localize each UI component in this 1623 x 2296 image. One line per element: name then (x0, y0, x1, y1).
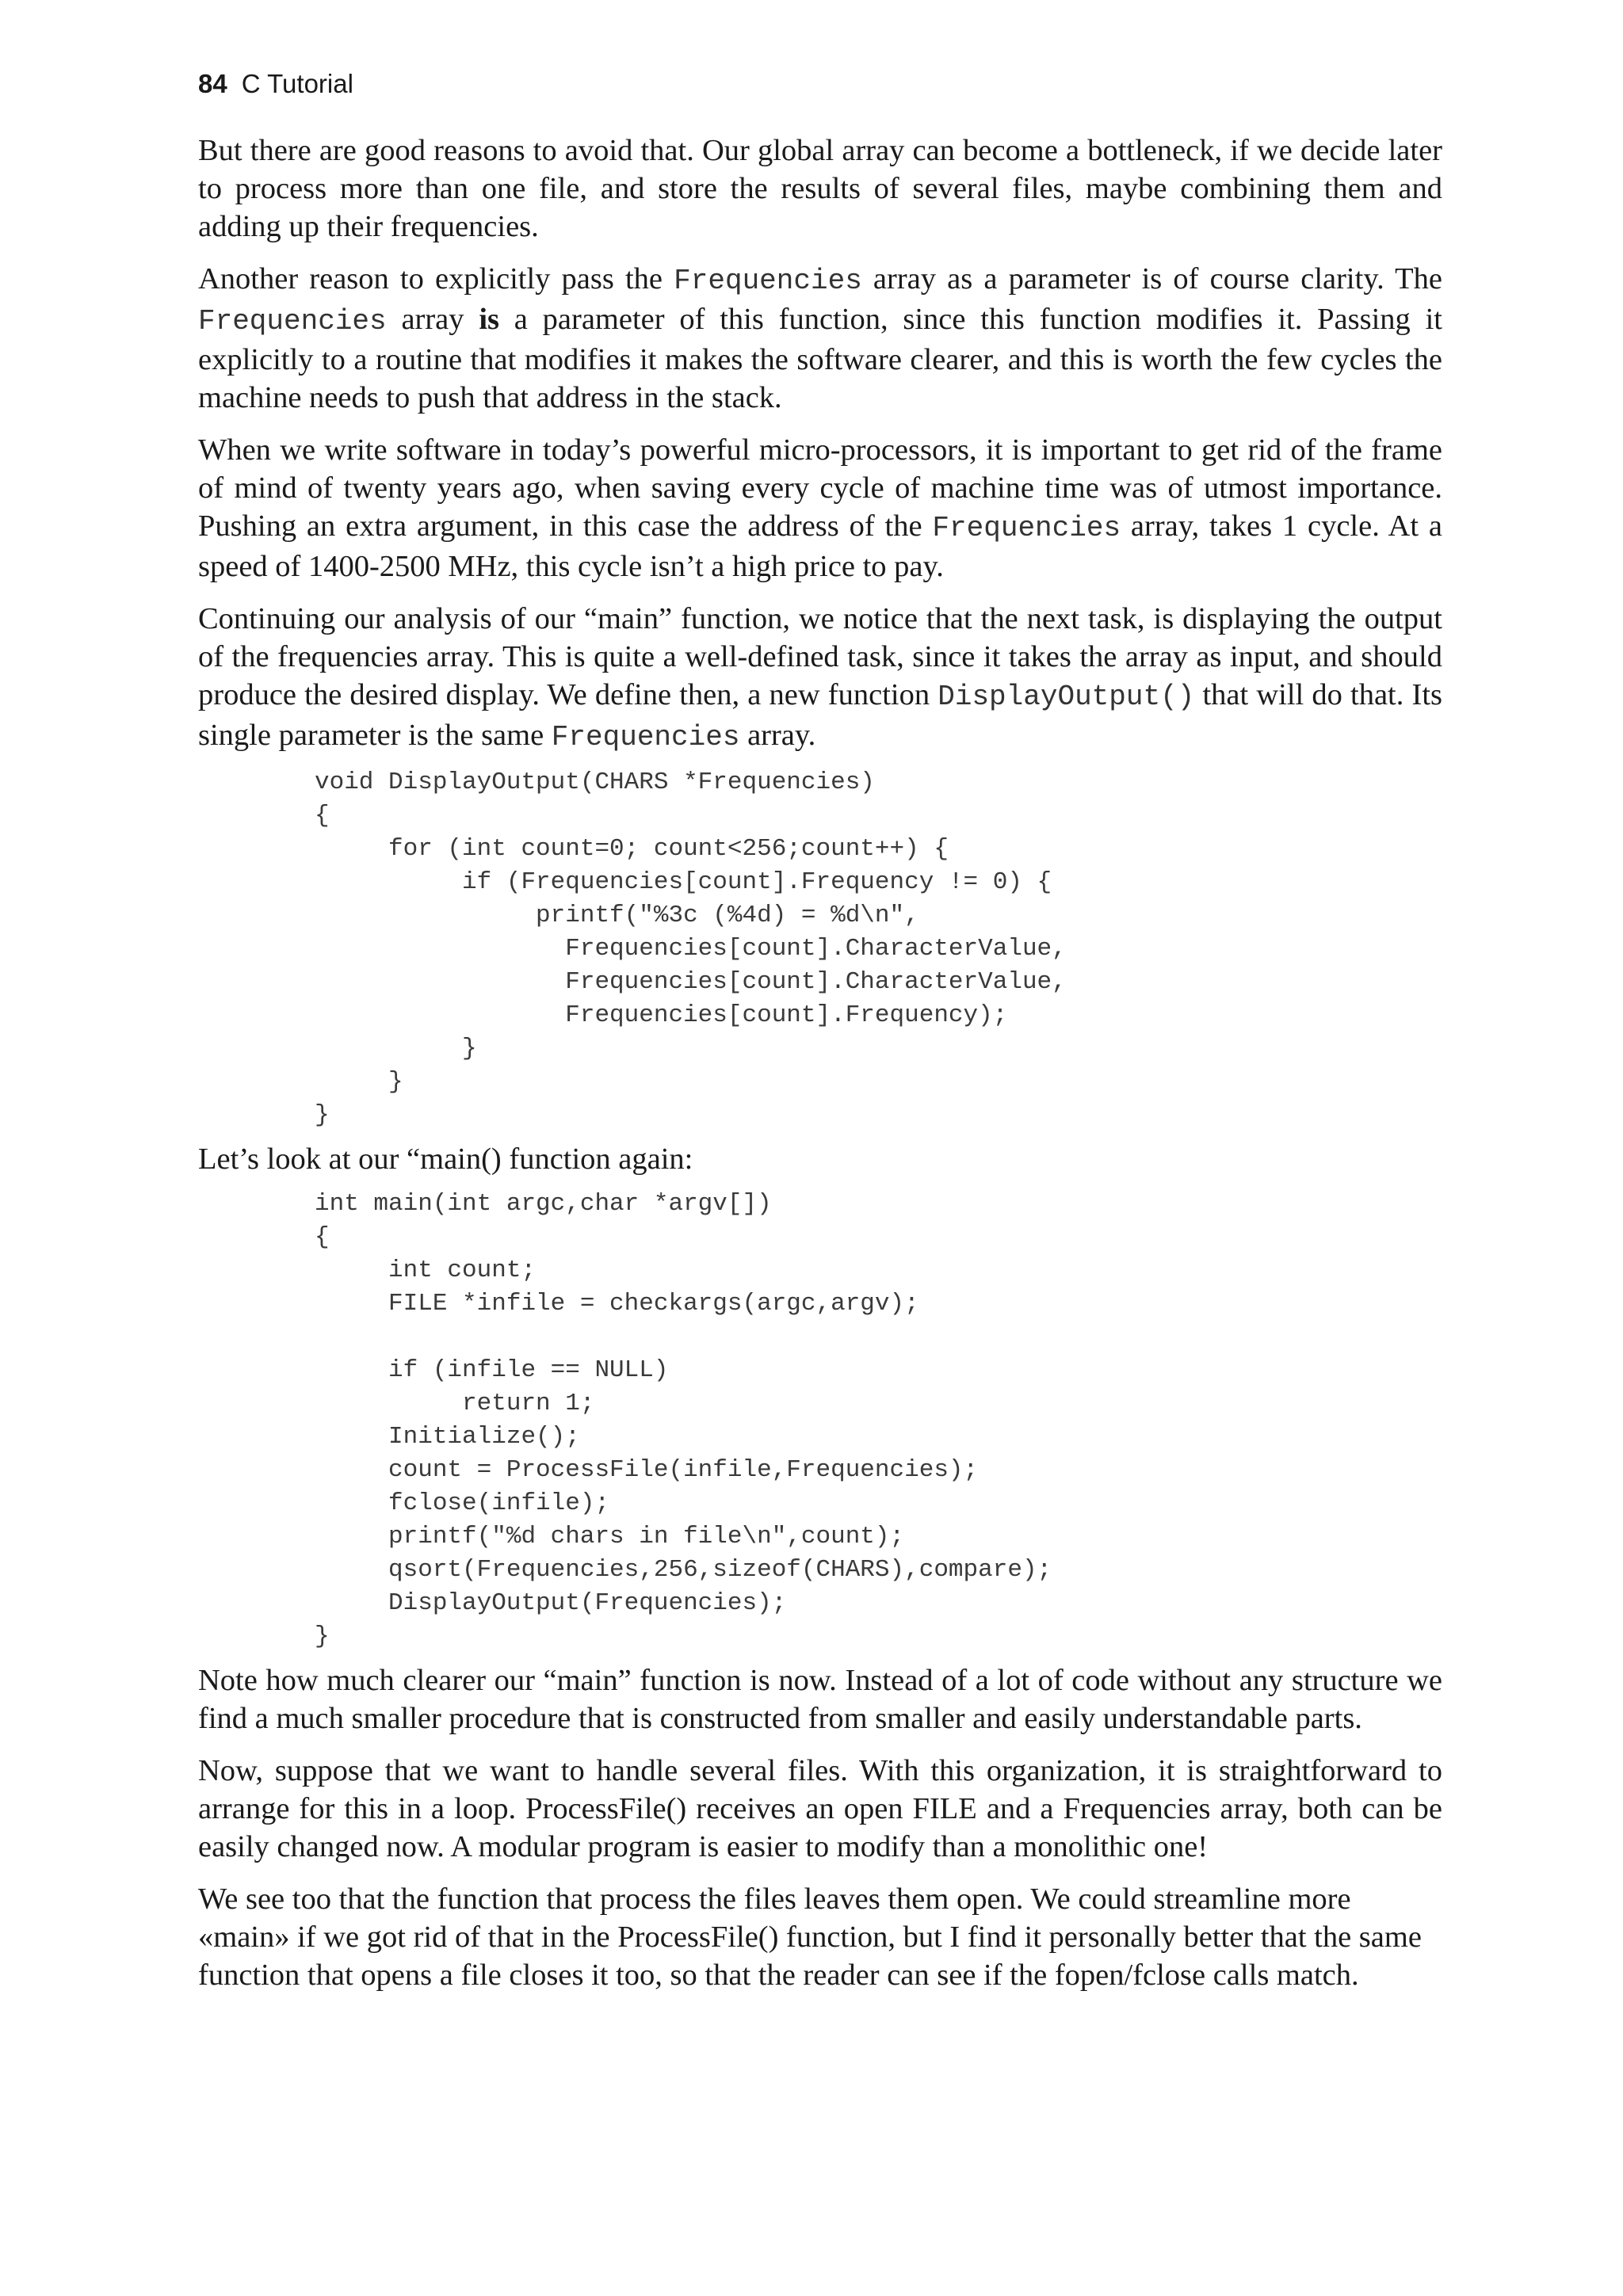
paragraph-clearer-main: Note how much clearer our “main” function is now. Instead of a lot of code without any structure we find a much smaller procedure that is constructed from smaller and easily understandable parts. (198, 1664, 1442, 1735)
text-run: Another reason to explicitly pass the (198, 262, 674, 296)
running-title: C Tutorial (241, 69, 353, 98)
paragraph-display-output (198, 600, 1442, 757)
running-header (198, 68, 1442, 100)
paragraph-clarity (198, 260, 1442, 417)
text-run: When we write software in today’s powerful micro-processors, it is important to get rid of the frame of mind of twenty years ago, when saving every cycle of machine time was of utmost importance. Pushing an extra argument, in this case the address of the (198, 433, 1442, 543)
text-run: array. (739, 719, 816, 752)
text-run: that will do that. Its single parameter is the same (198, 678, 1442, 752)
page-number: 84 (198, 69, 227, 98)
text-run: array (386, 303, 479, 336)
text-run: a parameter of this function, since this function modifies it. Passing it explicitly to a routine that modifies it makes the software clearer, and this is worth the few cycles the machine needs to push that address in the stack. (198, 303, 1442, 414)
inline-code: DisplayOutput() (938, 681, 1195, 713)
code-block-display-output: void DisplayOutput(CHARS *Frequencies) { for (int count=0; count<256;count++) { if (Frequencies[count].Frequency != 0) { printf("%3c (%4d) = %d\n", Frequencies[count].CharacterValue, Frequencies[count].CharacterValue, Frequencies[count].Frequency); } } } (315, 769, 1067, 1129)
paragraph-main-again: Let’s look at our “main() function again: (198, 1142, 693, 1176)
text-run: array as a parameter is of course clarity. The (861, 262, 1442, 296)
inline-code: Frequencies (932, 512, 1121, 544)
bold-emphasis: is (479, 303, 499, 336)
paragraph-global-array: But there are good reasons to avoid that. Our global array can become a bottleneck, if we decide later to process more than one file, and store the results of several files, maybe combining them and adding up their frequencies. (198, 134, 1442, 243)
code-block-main-function: int main(int argc,char *argv[]) { int count; FILE *infile = checkargs(argc,argv); if (infile == NULL) return 1; Initialize(); count = ProcessFile(infile,Frequencies); fclose(infile); printf("%d chars in file\n",count); qsort(Frequencies,256,sizeof(CHARS),compare); DisplayOutput(Frequencies); } (315, 1190, 1052, 1650)
text-run: array, takes 1 cycle. At a speed of 1400-2500 MHz, this cycle isn’t a high price to pay. (198, 509, 1442, 583)
paragraph-files-open: We see too that the function that process the files leaves them open. We could streamline more «main» if we got rid of that in the ProcessFile() function, but I find it personally better that the same function that opens a file closes it too, so that the reader can see if the fopen/fclose calls match. (198, 1882, 1422, 1992)
text-run: Continuing our analysis of our “main” function, we notice that the next task, is displaying the output of the frequencies array. This is quite a well-defined task, since it takes the array as input, and should produce the desired display. We define then, a new function (198, 602, 1442, 711)
book-page (198, 68, 1442, 2008)
inline-code: Frequencies (674, 265, 862, 297)
paragraph-several-files: Now, suppose that we want to handle several files. With this organization, it is straightforward to arrange for this in a loop. ProcessFile() receives an open FILE and a Frequencies array, both can be easily changed now. A modular program is easier to modify than a monolithic one! (198, 1754, 1442, 1863)
paragraph-micro-processors (198, 431, 1442, 585)
inline-code: Frequencies (551, 721, 740, 753)
inline-code: Frequencies (198, 305, 387, 338)
